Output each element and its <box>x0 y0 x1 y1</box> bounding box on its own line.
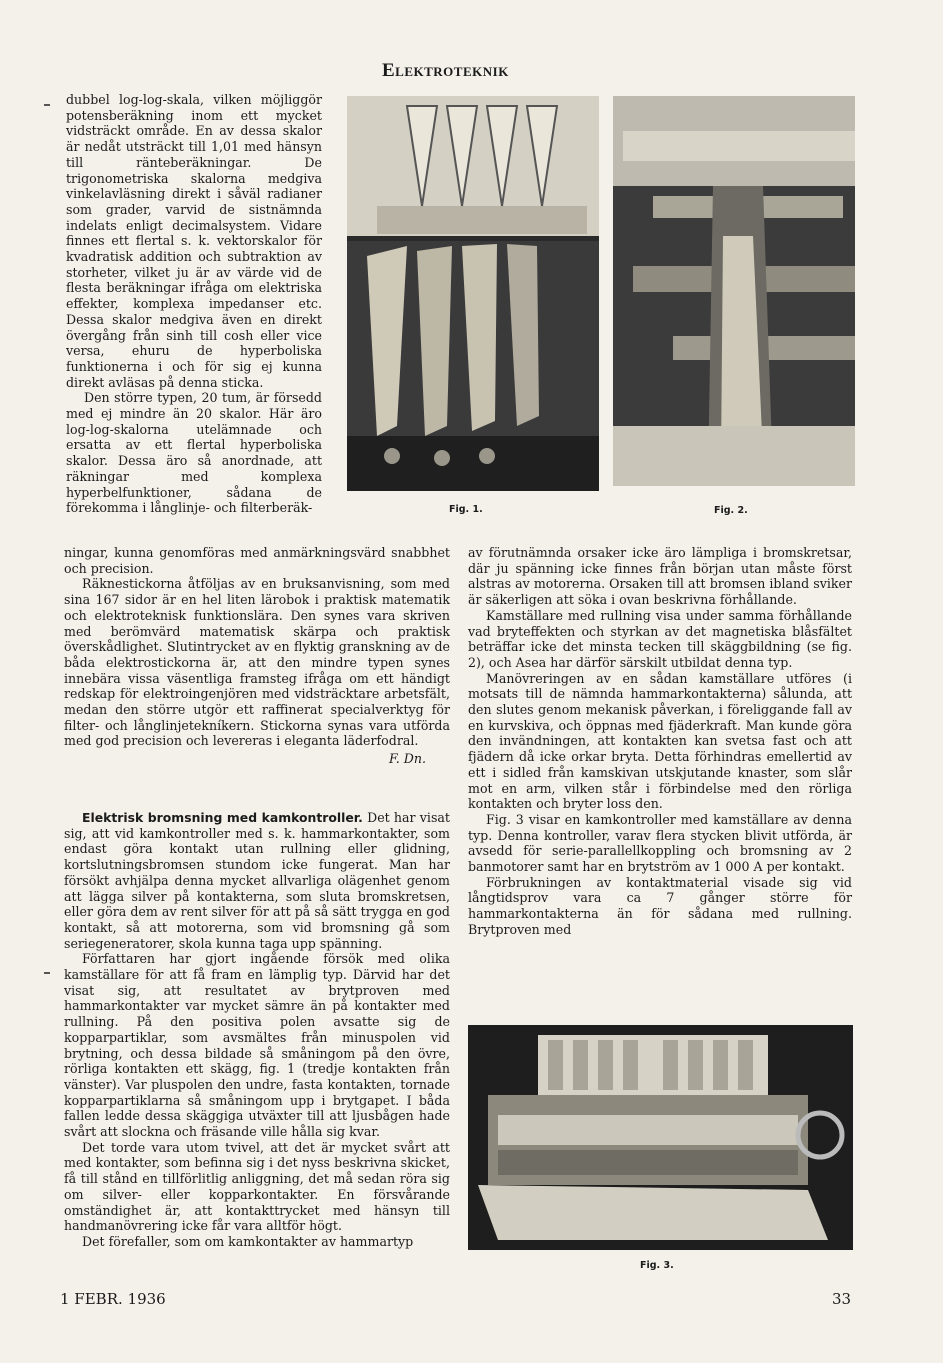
article1-signature: F. Dn. <box>389 751 426 767</box>
article2-paragraph: Det förefaller, som om kamkontakter av hammartyp <box>82 1233 414 1249</box>
article2-paragraph: av förutnämnda orsaker icke äro lämpliga i bromskretsar, där ju spänning icke finnes från början utan måste först alstras av motorerna. Orsaken till att bromsen ibland sviker är säkerligen att söka i ovan beskrivna förhållande. <box>468 545 852 608</box>
figure-3-caption: Fig. 3. <box>640 1260 674 1271</box>
margin-mark <box>44 104 50 106</box>
figure-1-photo <box>347 96 599 491</box>
figure-3-photo <box>468 1025 853 1250</box>
figure-2-photo <box>613 96 855 486</box>
issue-date: 1 FEBR. 1936 <box>60 1290 166 1308</box>
article1-column-top <box>66 92 322 516</box>
article2-paragraph: Manövreringen av en sådan kamställare utföres (i motsats till de nämnda hammarkontakterna) sålunda, att den slutes genom mekanisk påverkan, i föreliggande fall av en kurvskiva, och öppnas med fjäderkraft. Man kunde göra den invändningen, att kontakten kan svetsa fast och att fjädern då icke orkar bryta. Detta förhindras emellertid av ett i sidled från kamskivan utskjutande knaster, som slår mot en arm, vilken står i förbindelse med den rörliga kontakten och bryter loss den. <box>468 670 852 812</box>
article2-paragraph: Författaren har gjort ingående försök med olika kamställare för att få fram en lämplig typ. Därvid har det visat sig, att resultatet av brytproven med hammarkontakter var mycket sämre än på kontakter med rullning. På den positiva polen avsatte sig de kopparpartiklar, som avsmältes från minuspolen vid brytning, och dessa bildade så småningom på den övre, rörliga kontakten ett skägg, fig. 1 (tredje kontakten från vänster). Var pluspolen den undre, fasta kontakten, tornade kopparpartiklarna så småningom upp i brytgapet. I båda fallen ledde dessa skäggiga utväxter till att ljusbågen hade svårt att slockna och fräsande ville hålla sig kvar. <box>64 951 450 1140</box>
article2-paragraph: Kamställare med rullning visa under samma förhållande vad bryteffekten och styrkan av det magnetiska blåsfältet beträffar icke det minsta tecken till skäggbildning (se fig. 2), och Asea har därför särskilt utbildat denna typ. <box>468 607 852 670</box>
article1-paragraph: ningar, kunna genomföras med anmärkningsvärd snabbhet och precision. <box>64 545 450 576</box>
article1-paragraph: Räknestickorna åtföljas av en bruksanvisning, som med sina 167 sidor är en hel liten lärobok i praktisk matematik och elektroteknisk funktionslära. Den synes vara skriven med berömvärd matematisk skärpa och praktisk överskådlighet. Slutintrycket av en flyktig granskning av de båda elektrostickorna är, att den mindre typen synes innebära vissa väsentliga framsteg ifråga om ett händigt redskap för elektroingenjören med vidsträcktare arbetsfält, medan den större utgör ett raffinerat specialverktyg för filter- och långlinjetekníkern. Stickorna synas vara utförda med god precision och levereras i eleganta läderfodral. <box>64 576 450 749</box>
journal-header: Elektroteknik <box>382 60 509 81</box>
article2-intro: Det har visat sig, att vid kamkontroller med s. k. hammarkontakter, som endast göra kontakt utan rullning eller glidning, kortslutningsbromsen stundom icke fungerat. Man har försökt avhjälpa denna mycket allvarliga olägenhet genom att lägga silver på kontakterna, som sluta bromskretsen, eller göra dem av rent silver för att på så sätt trygga en god kontakt, så att motorerna, som vid bromsning gå som seriegeneratorer, skola kunna taga upp spänning. <box>64 810 450 951</box>
article2-heading: Elektrisk bromsning med kamkontroller. <box>82 810 363 825</box>
page-number: 33 <box>832 1290 852 1308</box>
article2-paragraph: Fig. 3 visar en kamkontroller med kamställare av denna typ. Denna kontroller, varav flera stycken blivit utförda, är avsedd för serie-parallellkoppling och bromsning av 2 banmotorer samt har en brytström av 1 000 A per kontakt. <box>468 811 852 875</box>
article2-column-right <box>468 545 852 938</box>
margin-mark <box>44 972 50 974</box>
article2-column-left <box>64 810 450 1250</box>
figure-2-caption: Fig. 2. <box>714 505 748 516</box>
article1-column-bottom <box>64 545 450 773</box>
article2-paragraph: Förbrukningen av kontaktmaterial visade sig vid långtidsprov vara ca 7 gånger större för hammarkontakterna än för sådana med rullning. Brytproven med <box>468 874 852 937</box>
article2-paragraph: Det torde vara utom tvivel, att det är mycket svårt att med kontakter, som befinna sig i det nyss beskrivna skicket, få till stånd en tillförlitlig anliggning, det må sedan röra sig om silver- eller kopparkontakter. En försvårande omständighet är, att kontakttrycket med hänsyn till handmanövrering icke får vara alltför högt. <box>64 1139 450 1234</box>
article1-paragraph: Den större typen, 20 tum, är försedd med ej mindre än 20 skalor. Här äro log-log-skalorna utelämnade och ersatta av ett flertal hyperboliska skalor. Dessa äro så anordnade, att räkningar med komplexa hyperbelfunktioner, sådana de förekomma i långlinje- och filterberäk- <box>66 390 322 516</box>
article1-paragraph: dubbel log-log-skala, vilken möjliggör potensberäkning inom ett mycket vidsträckt område. En av dessa skalor är nedåt utsträckt till 1,01 med hänsyn till ränteberäkningar. De trigonometriska skalorna medgiva vinkelavläsning direkt i såväl radianer som grader, varvid de sistnämnda indelats enligt decimalsystem. Vidare finnes ett flertal s. k. vektorskalor för kvadratisk addition och subtraktion av storheter, vilket ju är av värde vid de flesta beräkningar ifråga om elektriska effekter, komplexa impedanser etc. Dessa skalor medgiva även en direkt övergång från sinh till cosh eller vice versa, ehuru de hyperboliska funktionerna i och för sig ej kunna direkt avläsas på denna sticka. <box>66 92 322 390</box>
figure-1-caption: Fig. 1. <box>449 504 483 515</box>
